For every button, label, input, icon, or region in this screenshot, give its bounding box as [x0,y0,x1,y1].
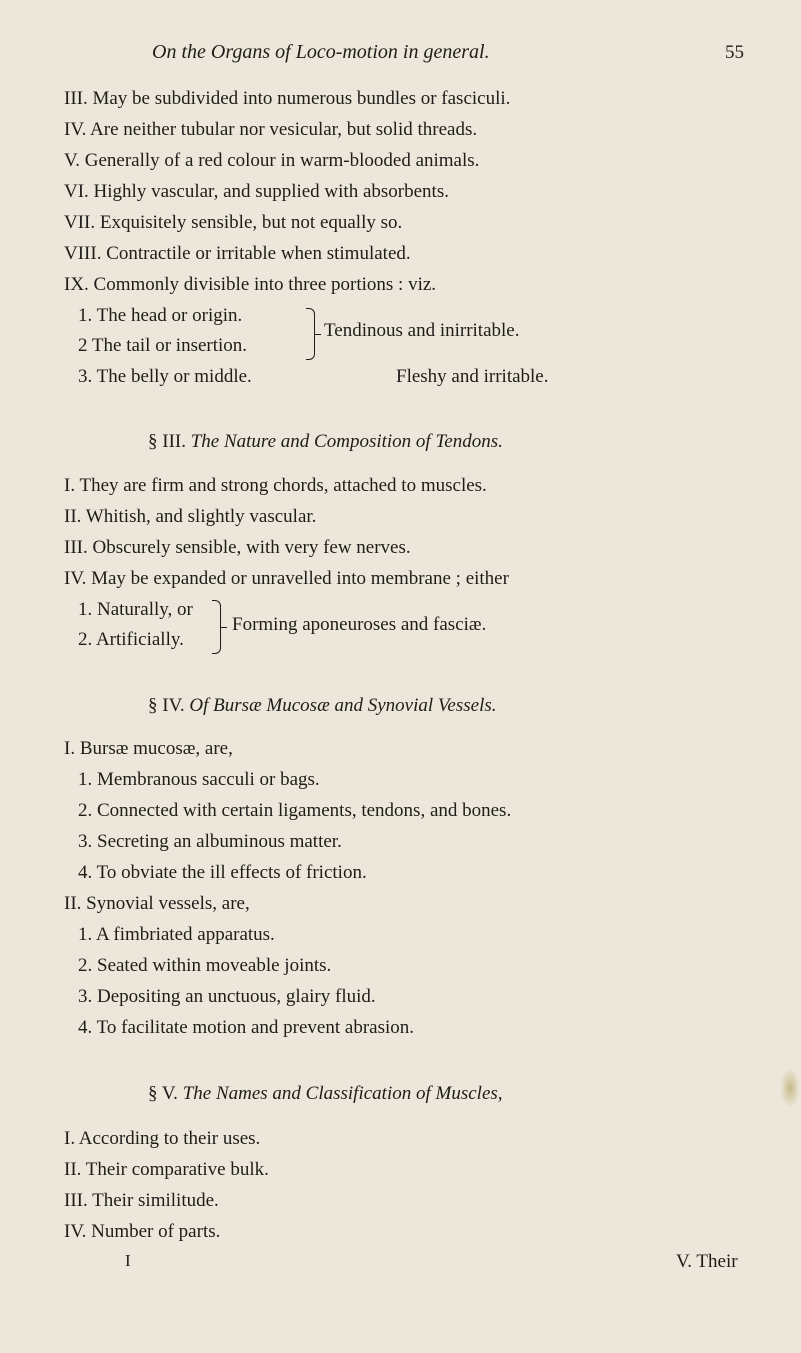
section-number: § V. [148,1083,178,1104]
list-item: VIII. Contractile or irritable when stimulated. [64,243,411,264]
section-heading-bursae [148,694,497,718]
section-number: § IV. [148,695,185,716]
list-item: I. Bursæ mucosæ, are, [64,738,233,759]
section-heading-tendons [148,430,503,454]
list-item: IV. May be expanded or unravelled into membrane ; either [64,568,509,589]
page-number: 55 [725,42,744,63]
list-item: 2. Seated within moveable joints. [78,955,332,976]
list-item: 1. Membranous sacculi or bags. [78,769,320,790]
list-item: 2. Connected with certain ligaments, tendons, and bones. [78,800,512,821]
list-item: VII. Exquisitely sensible, but not equally so. [64,212,403,233]
list-item: II. Their comparative bulk. [64,1159,269,1180]
paper-stain [780,1068,800,1108]
list-item: IV. Number of parts. [64,1221,221,1242]
list-item: 1. Naturally, or [78,599,193,620]
list-item: 2. Artificially. [78,629,184,650]
section-heading-names [148,1082,503,1106]
list-item: 4. To facilitate motion and prevent abrasion. [78,1017,414,1038]
portion-note-tendinous: Tendinous and inirritable. [324,320,520,341]
list-item: I. According to their uses. [64,1128,261,1149]
portion-note-fleshy: Fleshy and irritable. [396,366,549,387]
list-item: I. They are firm and strong chords, attached to muscles. [64,475,487,496]
list-item: III. May be subdivided into numerous bundles or fasciculi. [64,88,511,109]
brace-icon [212,600,221,654]
section-title: The Nature and Composition of Tendons. [190,431,503,452]
list-item: V. Generally of a red colour in warm-blooded animals. [64,150,480,171]
section-title: The Names and Classification of Muscles, [182,1083,503,1104]
list-item: IX. Commonly divisible into three portions : viz. [64,274,437,295]
list-item: VI. Highly vascular, and supplied with absorbents. [64,181,449,202]
list-item: 1. A fimbriated apparatus. [78,924,275,945]
list-item: III. Obscurely sensible, with very few nerves. [64,537,411,558]
signature-mark: I [125,1251,131,1270]
list-item: 4. To obviate the ill effects of friction. [78,862,367,883]
list-item: II. Whitish, and slightly vascular. [64,506,317,527]
section-number: § III. [148,431,186,452]
tendon-note: Forming aponeuroses and fasciæ. [232,614,487,635]
brace-icon [306,308,315,360]
list-item: III. Their similitude. [64,1190,219,1211]
portion-tail: 2 The tail or insertion. [78,335,248,356]
list-item: 3. Secreting an albuminous matter. [78,831,342,852]
list-item: 3. Depositing an unctuous, glairy fluid. [78,986,376,1007]
list-item: IV. Are neither tubular nor vesicular, but solid threads. [64,119,478,140]
list-item: II. Synovial vessels, are, [64,893,250,914]
portion-head: 1. The head or origin. [78,305,243,326]
section-title: Of Bursæ Mucosæ and Synovial Vessels. [189,695,497,716]
running-title: On the Organs of Loco-motion in general. [152,41,490,63]
portion-belly: 3. The belly or middle. [78,366,252,387]
catchword: V. Their [676,1251,738,1272]
